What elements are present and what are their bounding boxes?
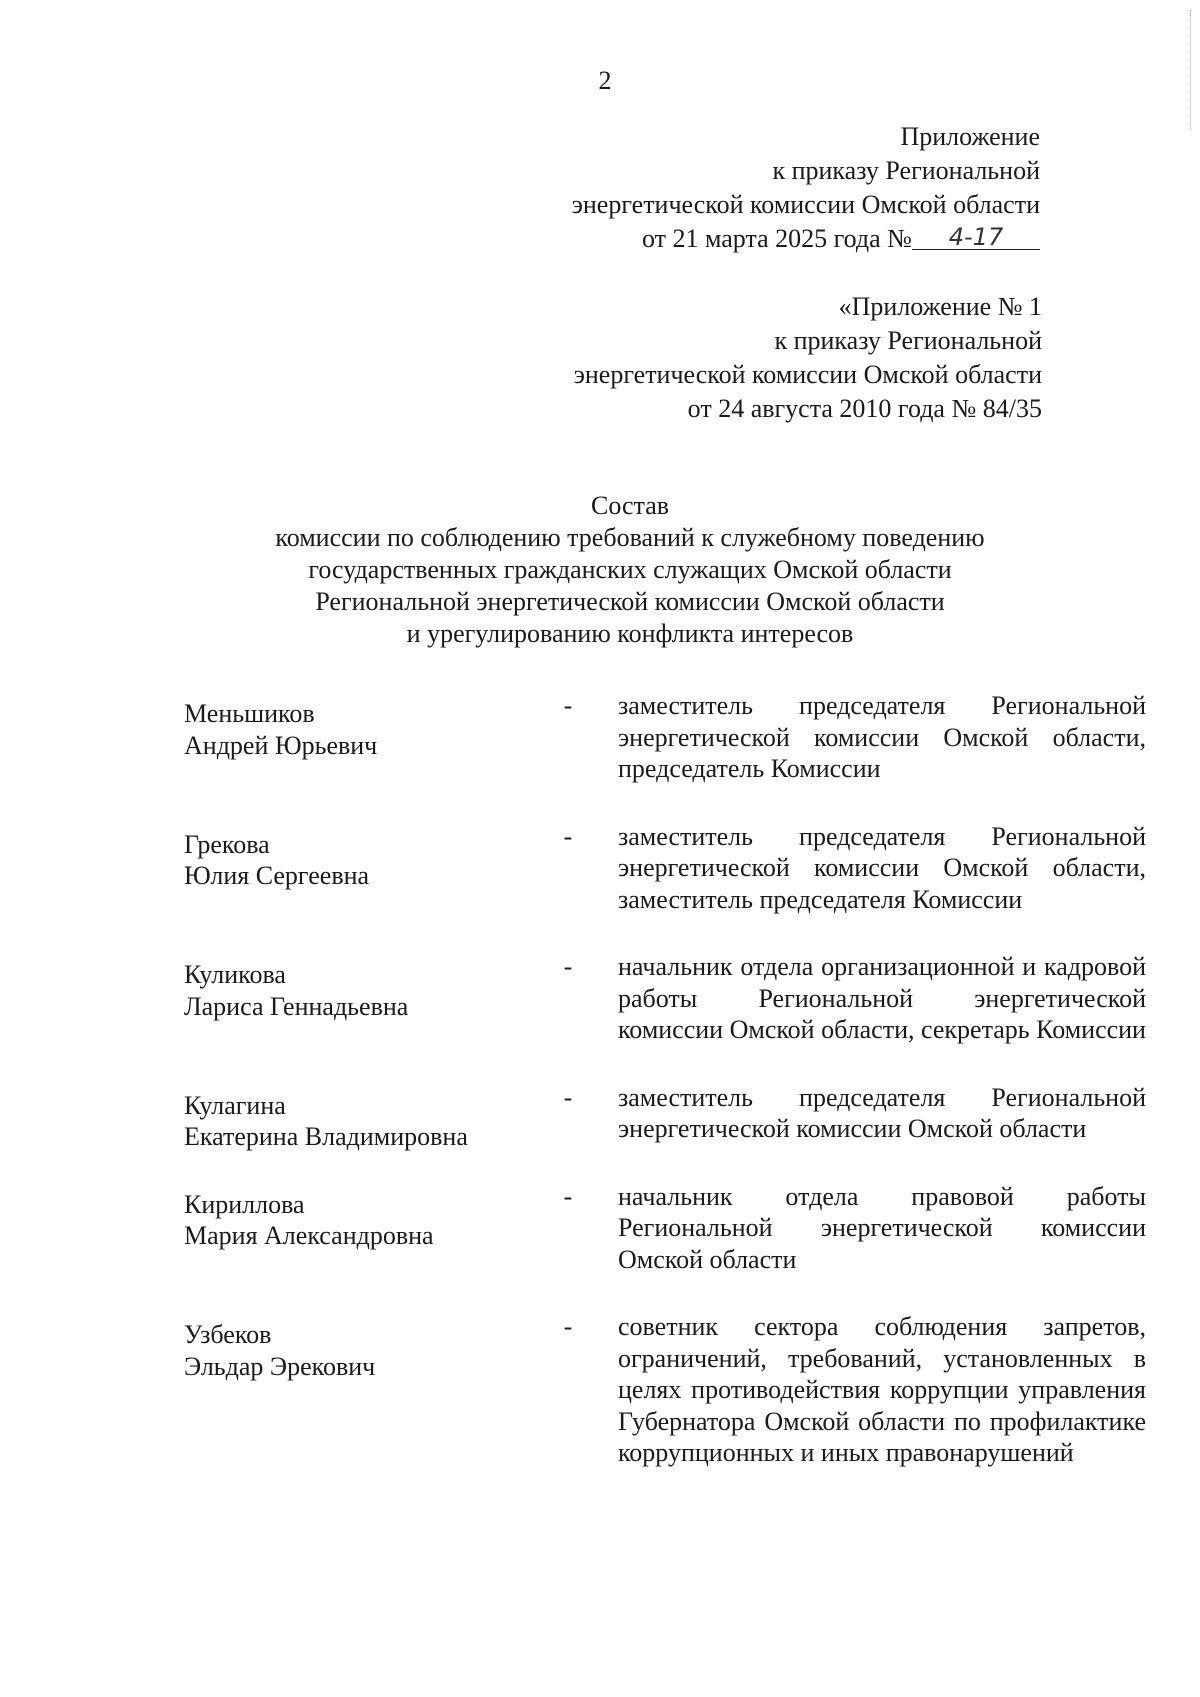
member-given-names: Лариса Геннадьевна bbox=[184, 991, 409, 1021]
annex-original-line3: энергетической комиссии Омской области bbox=[573, 360, 1042, 389]
member-surname: Узбеков bbox=[184, 1320, 272, 1349]
title-line3: государственных гражданских служащих Омской области bbox=[308, 555, 952, 584]
annex-current-line1: Приложение bbox=[900, 122, 1040, 151]
scan-edge-mark bbox=[1190, 10, 1192, 130]
page-number: 2 bbox=[598, 66, 612, 95]
member-role: заместитель председателя Региональной энергетической комиссии Омской области bbox=[618, 1082, 1146, 1143]
annex-original-line1: «Приложение № 1 bbox=[838, 292, 1042, 321]
member-dash: - bbox=[563, 952, 573, 981]
member-dash: - bbox=[563, 1312, 573, 1341]
commission-members-list bbox=[184, 690, 1146, 1505]
member-role: заместитель председателя Региональной энергетической комиссии Омской области, заместитель председателя Комиссии bbox=[618, 821, 1146, 914]
member-name bbox=[184, 1319, 544, 1382]
member-surname: Кириллова bbox=[184, 1189, 305, 1219]
member-surname: Грекова bbox=[184, 829, 270, 859]
member-given-names: Екатерина Владимировна bbox=[184, 1122, 468, 1151]
title-line1: Состав bbox=[590, 491, 670, 520]
member-name bbox=[184, 1189, 544, 1252]
member-surname: Меньшиков bbox=[184, 699, 315, 728]
annex-current-header bbox=[572, 120, 1040, 256]
member-row bbox=[184, 1311, 1146, 1469]
document-title bbox=[200, 490, 1060, 650]
title-line5: и урегулированию конфликта интересов bbox=[406, 619, 854, 648]
member-given-names: Эльдар Эрекович bbox=[184, 1351, 376, 1381]
member-row bbox=[184, 951, 1146, 1046]
title-line2: комиссии по соблюдению требований к служебному поведению bbox=[275, 523, 985, 552]
member-role: заместитель председателя Региональной энергетической комиссии Омской области, председатель Комиссии bbox=[618, 691, 1146, 783]
member-dash: - bbox=[563, 1082, 573, 1112]
member-surname: Куликова bbox=[184, 960, 286, 989]
member-name bbox=[184, 698, 544, 761]
handwritten-order-number: 4-17 bbox=[912, 225, 1040, 250]
member-role: начальник отдела правовой работы Региональной энергетической комиссии Омской области bbox=[618, 1181, 1146, 1274]
member-name bbox=[184, 959, 544, 1022]
annex-original-line2: к приказу Региональной bbox=[774, 326, 1042, 355]
member-row bbox=[184, 690, 1146, 785]
member-role: советник сектора соблюдения запретов, ограничений, требований, установленных в целях противодействия коррупции управления Губернатора Омской области по профилактике коррупционных и иных правонарушений bbox=[618, 1312, 1146, 1467]
member-dash: - bbox=[563, 1181, 573, 1211]
annex-original-header bbox=[574, 290, 1042, 426]
member-role: начальник отдела организационной и кадровой работы Региональной энергетической комиссии Омской области, секретарь Комиссии bbox=[618, 952, 1146, 1044]
annex-current-line2: к приказу Региональной bbox=[772, 156, 1040, 185]
member-row bbox=[184, 1181, 1146, 1276]
member-row bbox=[184, 1082, 1146, 1151]
annex-original-line4: от 24 августа 2010 года № 84/35 bbox=[687, 394, 1042, 423]
annex-current-date: от 21 марта 2025 года № bbox=[641, 224, 912, 253]
member-dash: - bbox=[563, 691, 573, 720]
member-surname: Кулагина bbox=[184, 1090, 286, 1120]
member-name bbox=[184, 1090, 544, 1153]
member-given-names: Юлия Сергеевна bbox=[184, 861, 370, 890]
annex-current-line4 bbox=[572, 222, 1040, 256]
member-dash: - bbox=[563, 821, 573, 851]
member-name bbox=[184, 829, 544, 892]
annex-current-line3: энергетической комиссии Омской области bbox=[571, 190, 1040, 219]
member-row bbox=[184, 821, 1146, 916]
member-given-names: Мария Александровна bbox=[184, 1221, 434, 1250]
member-given-names: Андрей Юрьевич bbox=[184, 730, 378, 760]
title-line4: Региональной энергетической комиссии Омской области bbox=[315, 587, 945, 616]
